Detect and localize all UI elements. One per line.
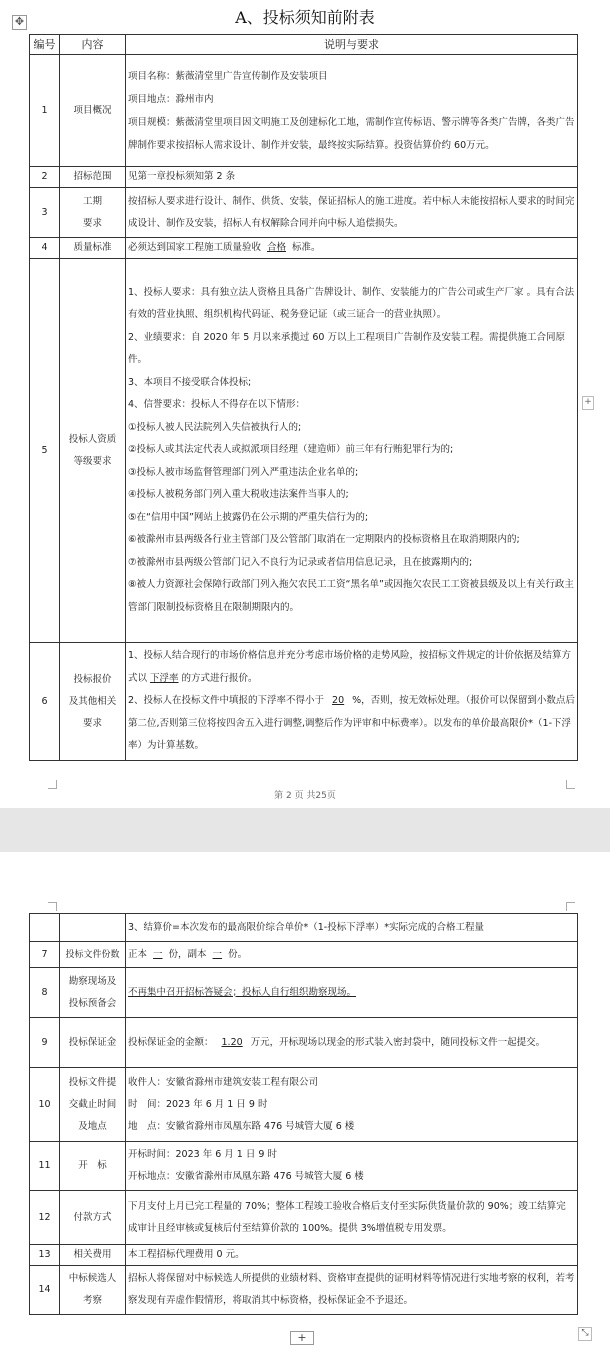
row-number: 1	[30, 55, 60, 167]
table-row	[30, 188, 578, 238]
row-number: 14	[30, 1266, 60, 1315]
row-title-line: 工期	[82, 195, 102, 207]
min-float-rate-value: 20	[332, 695, 345, 707]
row-title-line: 中标候选人	[68, 1273, 117, 1284]
row-number: 2	[30, 167, 60, 188]
row-desc	[126, 643, 578, 761]
row-title-line: 及其他相关	[68, 695, 117, 707]
desc-line: 收件人：安徽省滁州市建筑安装工程有限公司	[128, 1076, 319, 1088]
desc-line	[128, 690, 575, 758]
desc-line: ⑧被人力资源社会保障行政部门列入拖欠农民工工资“黑名单”或因拖欠农民工工资被县级及以上有关行政主管部门限制投标资格且在限制期限内的。	[128, 579, 574, 613]
row-desc	[126, 1018, 578, 1068]
page-corner-mark	[566, 902, 575, 911]
desc-text: 投标保证金的金额：	[128, 1036, 214, 1048]
row-title-line: 投标报价	[73, 673, 112, 685]
plus-icon[interactable]: +	[290, 1331, 314, 1345]
desc-text: 1、投标人结合现行的市场价格信息并充分考虑市场价格的走势风险，按招标文件规定的计价依据及结算方式以	[128, 650, 572, 684]
desc-line: ①投标人被人民法院列入失信被执行人的;	[128, 421, 302, 433]
table-row	[30, 914, 578, 942]
copy-count: 一	[212, 948, 223, 960]
row-title-line: 等级要求	[73, 455, 112, 467]
resize-icon[interactable]: ⤡	[578, 1327, 592, 1341]
row-title	[60, 1068, 126, 1142]
desc-line: 开标时间：2023 年 6 月 1 日 9 时	[128, 1149, 277, 1160]
row-number: 9	[30, 1018, 60, 1068]
row-title	[60, 1266, 126, 1315]
table-row	[30, 1142, 578, 1191]
page-corner-mark	[48, 902, 57, 911]
row-title: 开 标	[60, 1142, 126, 1191]
table-row	[30, 1068, 578, 1142]
row-title	[60, 914, 126, 942]
row-number	[30, 914, 60, 942]
row-title-line: 勘察现场及	[68, 975, 117, 987]
row-title: 投标保证金	[60, 1018, 126, 1068]
table-row	[30, 1266, 578, 1315]
row-number: 7	[30, 942, 60, 968]
table-row	[30, 167, 578, 188]
row-title	[60, 968, 126, 1018]
desc-line: ②投标人或其法定代表人或拟派项目经理（建造师）前三年有行贿犯罪行为的;	[128, 444, 454, 456]
row-title-line: 要求	[82, 717, 102, 729]
row-title: 招标范围	[60, 167, 126, 188]
row-desc: 3、结算价=本次发布的最高限价综合单价*（1-投标下浮率）*实际完成的合格工程量	[126, 914, 578, 942]
desc-line: 1、投标人要求：具有独立法人资格且具备广告牌设计、制作、安装能力的广告公司或生产厂家 。具有合法有效的营业执照、组织机构代码证、税务登记证（或三证合一的营业执照）。	[128, 286, 575, 321]
desc-line: 4、信誉要求：投标人不得存在以下情形：	[128, 399, 306, 411]
desc-line: ④投标人被税务部门列入重大税收违法案件当事人的;	[128, 489, 349, 501]
desc-text: 不再集中召开招标答疑会；投标人自行组织勘察现场。	[128, 986, 357, 998]
quality-standard-value: 合格	[267, 242, 287, 253]
row-desc: 本工程招标代理费用 0 元。	[126, 1245, 578, 1266]
original-count: 一	[153, 948, 163, 960]
page-footer: 第 2 页 共25页	[274, 791, 336, 801]
desc-line: ⑤在“信用中国”网站上披露仍在公示期的严重失信行为的;	[128, 511, 369, 523]
desc-line: ⑥被滁州市县两级各行业主管部门及公管部门取消在一定期限内的投标资格且在取消期限内的;	[128, 534, 520, 546]
page-title: A、投标须知前附表	[235, 8, 375, 27]
desc-line: 项目地点：滁州市内	[128, 93, 214, 105]
row-title-line: 及地点	[78, 1120, 107, 1132]
page-gap	[0, 808, 610, 852]
row-title-line: 投标人资质	[68, 433, 117, 445]
row-desc	[126, 55, 578, 167]
table-header-row	[30, 35, 578, 55]
desc-line: 项目名称：紫薇清堂里广告宣传制作及安装项目	[128, 70, 328, 82]
row-desc	[126, 238, 578, 259]
row-title: 质量标准	[60, 238, 126, 259]
row-number: 5	[30, 259, 60, 643]
bond-amount: 1.20	[221, 1036, 243, 1048]
row-title-line: 考察	[82, 1295, 102, 1306]
row-desc: 按招标人要求进行设计、制作、供货、安装，保证招标人的施工进度。若中标人未能按招标人要求的时间完成设计、制作及安装，招标人有权解除合同并向中标人追偿损失。	[126, 188, 578, 238]
desc-line: 开标地点：安徽省滁州市凤凰东路 476 号城管大厦 6 楼	[128, 1171, 364, 1182]
row-title-line: 投标预备会	[68, 997, 117, 1009]
float-rate-term: 下浮率	[150, 672, 179, 684]
row-desc: 下月支付上月已完工程量的 70%；整体工程竣工验收合格后支付至实际供货量价款的 90%；竣工结算完成审计且经审核或复核后付至结算价款的 100%。提供 3%增值税专用发票。	[126, 1191, 578, 1245]
row-desc	[126, 942, 578, 968]
side-plus-icon[interactable]: +	[582, 396, 594, 410]
desc-text: 份，副本	[168, 948, 207, 960]
row-title: 投标文件份数	[60, 942, 126, 968]
desc-text: 的方式进行报价。	[181, 672, 258, 684]
desc-line: 3、本项目不接受联合体投标;	[128, 376, 252, 388]
desc-text: 份。	[228, 948, 248, 960]
table-row	[30, 968, 578, 1018]
row-desc: 见第一章投标须知第 2 条	[126, 167, 578, 188]
row-desc	[126, 259, 578, 643]
row-title: 项目概况	[60, 55, 126, 167]
row-number: 6	[30, 643, 60, 761]
requirements-table	[29, 34, 578, 761]
row-title: 付款方式	[60, 1191, 126, 1245]
table-row	[30, 643, 578, 761]
move-handle-icon[interactable]: ✥	[12, 15, 27, 30]
desc-text: 正本	[128, 948, 148, 960]
table-row	[30, 1191, 578, 1245]
row-desc	[126, 1142, 578, 1191]
row-number: 12	[30, 1191, 60, 1245]
row-number: 4	[30, 238, 60, 259]
desc-text: 2、投标人在投标文件中填报的下浮率不得小于	[128, 695, 325, 707]
desc-text: 万元，开标现场以现金的形式装入密封袋中，随同投标文件一起提交。	[250, 1036, 546, 1048]
row-number: 8	[30, 968, 60, 1018]
table-row	[30, 1018, 578, 1068]
desc-text: %，否则，按无效标处理。（报价可以保留到小数点后第二位,否则第三位将按四舍五入进行调整,调整后作为评审和中标费率）。以发布的单价最高限价*（1-下浮率）为计算基数。	[128, 695, 575, 752]
row-number: 13	[30, 1245, 60, 1266]
row-number: 10	[30, 1068, 60, 1142]
header-no: 编号	[30, 35, 60, 55]
table-row	[30, 942, 578, 968]
desc-line	[128, 645, 575, 690]
row-number: 11	[30, 1142, 60, 1191]
desc-line: 2、业绩要求：自 2020 年 5 月以来承揽过 60 万以上工程项目广告制作及安装工程。需提供施工合同原件。	[128, 331, 565, 366]
row-desc	[126, 968, 578, 1018]
header-desc: 说明与要求	[126, 35, 578, 55]
row-title	[60, 643, 126, 761]
desc-line: 项目规模：紫薇清堂里项目因文明施工及创建标化工地，需制作宣传标语、警示牌等各类广告牌，各类广告牌制作要求按招标人需求设计、制作并安装，最终按实际结算。投资估算价约 60万元。	[128, 116, 575, 151]
row-title-line: 要求	[82, 217, 102, 229]
desc-line: 地 点：安徽省滁州市凤凰东路 476 号城管大厦 6 楼	[128, 1120, 355, 1132]
desc-text: 标准。	[292, 242, 321, 253]
row-title: 相关费用	[60, 1245, 126, 1266]
row-desc: 招标人将保留对中标候选人所提供的业绩材料、资格审查提供的证明材料等情况进行实地考察的权利，若考察发现有弄虚作假情形，将取消其中标资格，投标保证金不予退还。	[126, 1266, 578, 1315]
requirements-table-continued	[29, 913, 578, 1315]
row-title	[60, 259, 126, 643]
desc-line: ③投标人被市场监督管理部门列入严重违法企业名单的;	[128, 466, 359, 478]
desc-text: 必须达到国家工程施工质量验收	[128, 242, 262, 253]
row-title	[60, 188, 126, 238]
row-title-line: 交截止时间	[68, 1098, 117, 1110]
table-row	[30, 238, 578, 259]
table-row	[30, 259, 578, 643]
row-desc	[126, 1068, 578, 1142]
row-number: 3	[30, 188, 60, 238]
desc-line: 时 间：2023 年 6 月 1 日 9 时	[128, 1098, 268, 1110]
table-row	[30, 55, 578, 167]
row-title-line: 投标文件提	[68, 1076, 117, 1088]
desc-line: ⑦被滁州市县两级公管部门记入不良行为记录或者信用信息记录，且在披露期内的;	[128, 556, 473, 568]
table-row	[30, 1245, 578, 1266]
header-content: 内容	[60, 35, 126, 55]
